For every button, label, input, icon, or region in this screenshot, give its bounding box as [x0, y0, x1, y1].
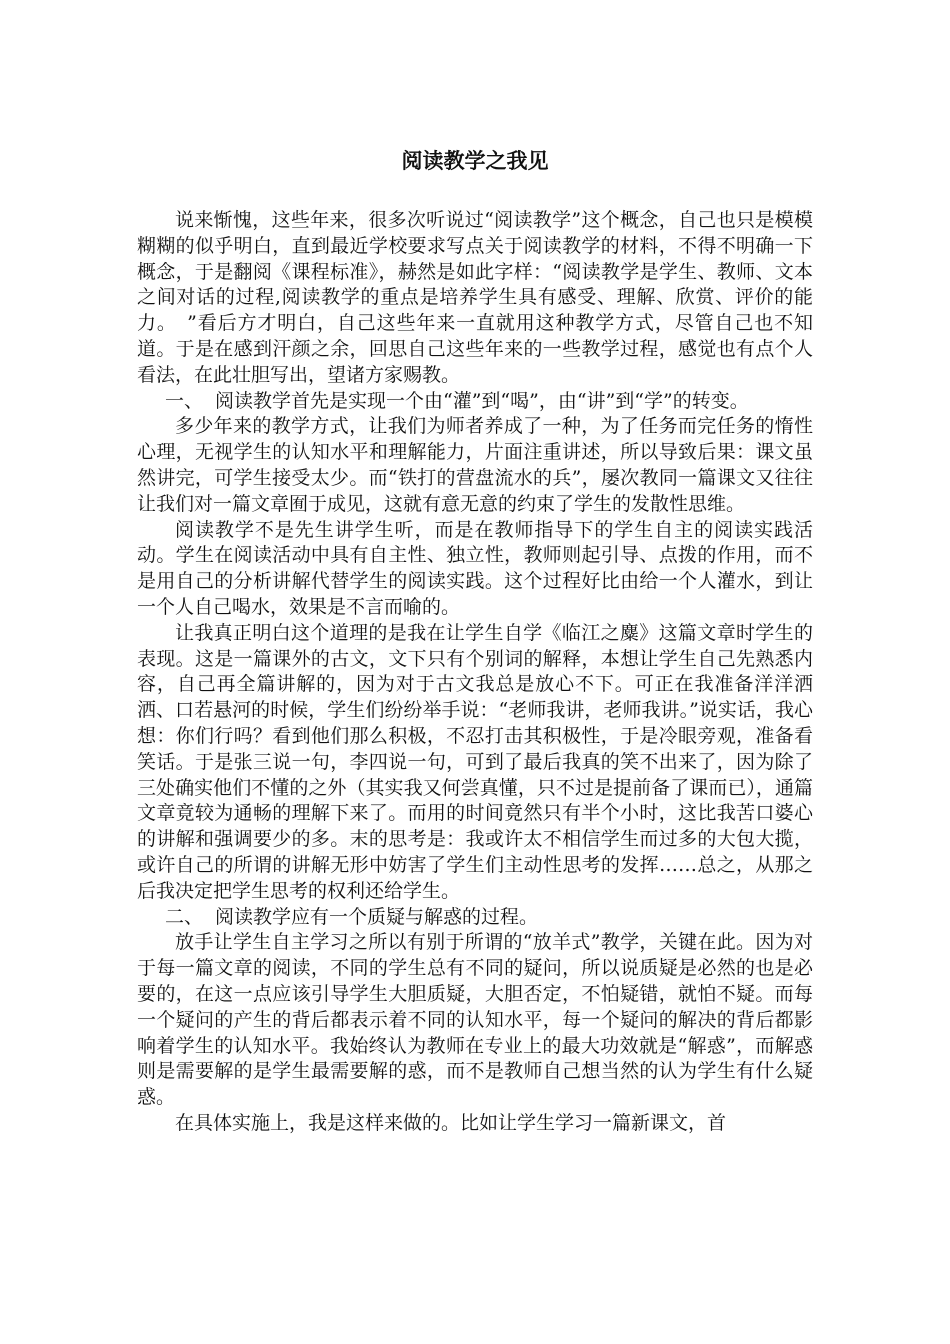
- document-page: [137, 0, 813, 1344]
- section-1-paragraph-1: 多少年来的教学方式，让我们为师者养成了一种，为了任务而完任务的惰性心理，无视学生的认知水平和理解能力，片面注重讲述，所以导致后果：课文虽然讲完，可学生接受太少。而“铁打的营盘流水的兵”，屡次教同一篇课文又往往让我们对一篇文章囿于成见，这就有意无意的约束了学生的发散性思维。: [137, 415, 813, 515]
- section-2-heading-text: 阅读教学应有一个质疑与解惑的过程。: [215, 905, 539, 928]
- document-body: [137, 208, 813, 1137]
- section-1-paragraph-3: 让我真正明白这个道理的是我在让学生自学《临江之麋》这篇文章时学生的表现。这是一篇课外的古文，文下只有个别词的解释，本想让学生自己先熟悉内容，自己再全篇讲解的，因为对于古文我总是放心不下。可正在我准备洋洋洒洒、口若悬河的时候，学生们纷纷举手说：“老师我讲，老师我讲。”说实话，我心想：你们行吗？看到他们那么积极，不忍打击其积极性，于是冷眼旁观，准备看笑话。于是张三说一句，李四说一句，可到了最后我真的笑不出来了，因为除了三处确实他们不懂的之外（其实我又何尝真懂，只不过是提前备了课而已），通篇文章竟较为通畅的理解下来了。而用的时间竟然只有半个小时，这比我苦口婆心的讲解和强调要少的多。末的思考是：我或许太不相信学生而过多的大包大揽，或许自己的所谓的讲解无形中妨害了学生们主动性思考的发挥……总之，从那之后我决定把学生思考的权利还给学生。: [137, 621, 813, 902]
- section-1-paragraph-2: 阅读教学不是先生讲学生听，而是在教师指导下的学生自主的阅读实践活动。学生在阅读活动中具有自主性、独立性，教师则起引导、点拨的作用，而不是用自己的分析讲解代替学生的阅读实践。这个过程好比由给一个人灌水，到让一个人自己喝水，效果是不言而喻的。: [137, 518, 813, 618]
- section-1-heading: [137, 389, 813, 415]
- section-1-number: 一、: [165, 389, 204, 412]
- page-title: 阅读教学之我见: [401, 148, 549, 173]
- section-2-paragraph-2: 在具体实施上，我是这样来做的。比如让学生学习一篇新课文，首: [175, 1111, 727, 1134]
- section-2-paragraph-1: 放手让学生自主学习之所以有别于所谓的“放羊式”教学，关键在此。因为对于每一篇文章的阅读，不同的学生总有不同的疑问，所以说质疑是必然的也是必要的，在这一点应该引导学生大胆质疑，大胆否定，不怕疑错，就怕不疑。而每一个疑问的产生的背后都表示着不同的认知水平，每一个疑问的解决的背后都影响着学生的认知水平。我始终认为教师在专业上的最大功效就是“解惑”，而解惑则是需要解的是学生最需要解的惑，而不是教师自己想当然的认为学生有什么疑惑。: [137, 931, 813, 1109]
- section-2-heading: [137, 905, 813, 931]
- intro-paragraph: 说来惭愧，这些年来，很多次听说过“阅读教学”这个概念，自己也只是模模糊糊的似乎明白，直到最近学校要求写点关于阅读教学的材料，不得不明确一下概念，于是翻阅《课程标准》，赫然是如此字样：“阅读教学是学生、教师、文本之间对话的过程,阅读教学的重点是培养学生具有感受、理解、欣赏、评价的能力。 ”看后方才明白，自己这些年来一直就用这种教学方式，尽管自己也不知道。于是在感到汗颜之余，回思自己这些年来的一些教学过程，感觉也有点个人看法，在此壮胆写出，望诸方家赐教。: [137, 209, 813, 386]
- section-2-number: 二、: [165, 905, 204, 928]
- section-1-heading-text: 阅读教学首先是实现一个由“灌”到“喝”，由“讲”到“学”的转变。: [215, 389, 749, 412]
